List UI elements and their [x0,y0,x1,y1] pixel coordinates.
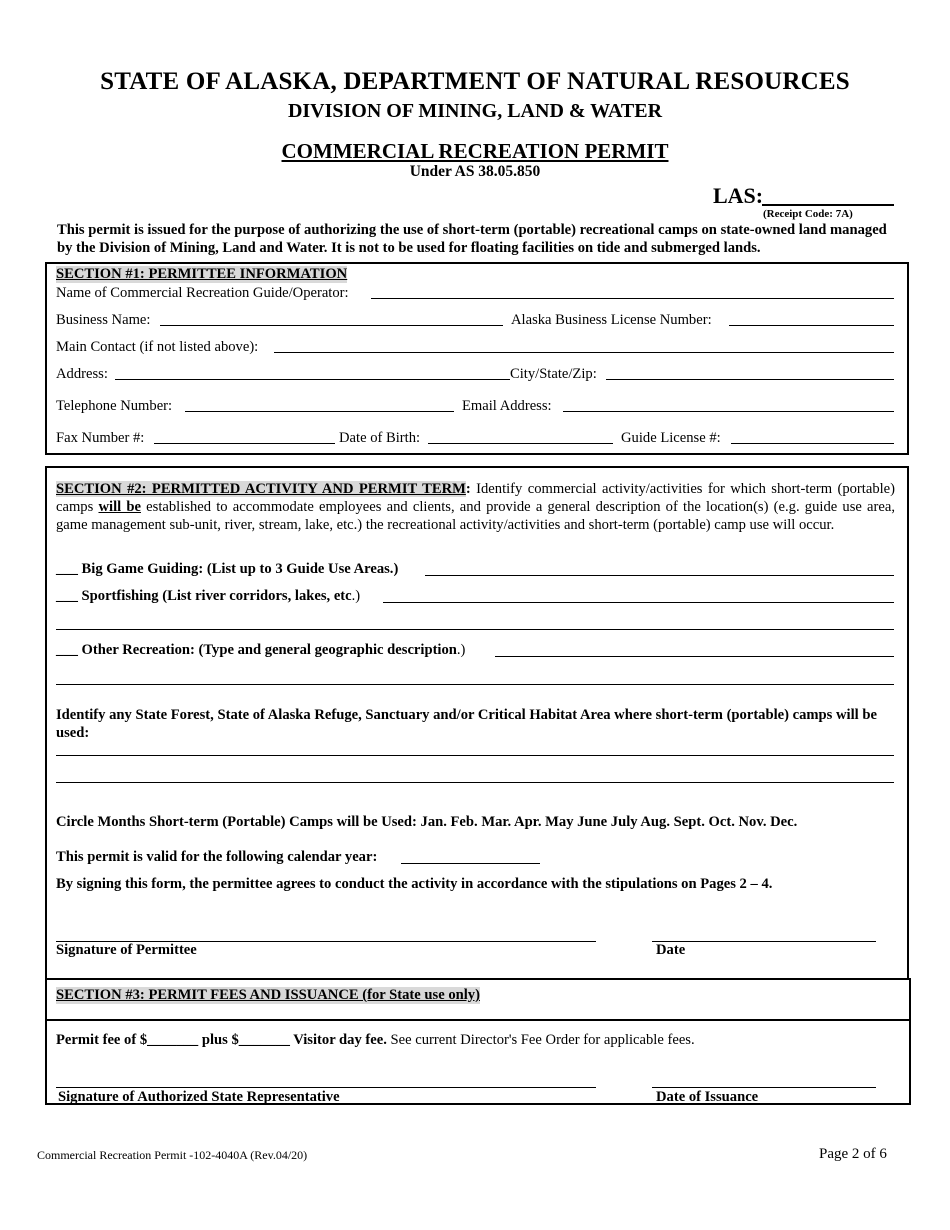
main-contact-field[interactable] [274,352,894,353]
agreement-text: By signing this form, the permittee agrees to conduct the activity in accordance with the stipulations on Pages 2 – 4. [56,876,773,892]
other-recreation-field-2[interactable] [56,684,894,685]
sportfishing-label-end: .) [351,588,361,604]
address-label: Address: [56,366,108,382]
guide-name-label: Name of Commercial Recreation Guide/Operator: [56,285,349,301]
issuance-date-field[interactable] [652,1087,876,1088]
big-game-field[interactable] [425,575,894,576]
business-name-field[interactable] [160,325,503,326]
business-name-label: Business Name: [56,312,151,328]
section2-title: SECTION #2: PERMITTED ACTIVITY AND PERMIT TERM [56,481,466,497]
other-recreation-label: Other Recreation: ( [81,642,204,658]
fee-order-note: See current Director's Fee Order for applicable fees. [386,1032,695,1048]
permit-fee-row [56,1032,695,1049]
form-title: COMMERCIAL RECREATION PERMIT [281,139,669,163]
section2-intro [56,480,895,534]
other-recreation-check-blank[interactable]: ___ [56,642,78,658]
section2-will-be: will be [98,499,141,515]
receipt-code: (Receipt Code: 7A) [763,208,853,220]
section1-title: SECTION #1: PERMITTEE INFORMATION [56,266,348,282]
refuge-question: Identify any State Forest, State of Alaska Refuge, Sanctuary and/or Critical Habitat Area where short-term (portable) camps will be used: [56,707,877,741]
dob-field[interactable] [428,443,613,444]
section3-title: SECTION #3: PERMIT FEES AND ISSUANCE (for State use only) [56,987,480,1003]
statute-reference: Under AS 38.05.850 [409,163,541,180]
dob-label: Date of Birth: [339,430,421,446]
guide-license-label: Guide License #: [621,430,721,446]
state-rep-signature-label: Signature of Authorized State Representative [58,1089,340,1105]
guide-license-field[interactable] [731,443,894,444]
permit-fee-text: Permit fee of $_______ plus $_______ Visitor day fee. [56,1032,387,1048]
calendar-year-label: This permit is valid for the following calendar year: [56,849,378,865]
telephone-label: Telephone Number: [56,398,173,414]
guide-name-field[interactable] [371,298,894,299]
other-recreation-label-end: .) [456,642,466,658]
section2-title-colon: : [465,481,471,497]
telephone-field[interactable] [185,411,454,412]
las-label: LAS: [713,183,764,208]
state-rep-signature-field[interactable] [56,1087,596,1088]
sportfishing-row [56,588,360,605]
address-field[interactable] [115,379,510,380]
city-state-zip-field[interactable] [606,379,894,380]
business-license-label: Alaska Business License Number: [511,312,712,328]
other-recreation-field[interactable] [495,656,894,657]
permittee-date-field[interactable] [652,941,876,942]
agency-heading: STATE OF ALASKA, DEPARTMENT OF NATURAL RESOURCES [100,68,850,95]
months-prompt: Circle Months Short-term (Portable) Camps will be Used: Jan. Feb. Mar. Apr. May June July Aug. Sept. Oct. Nov. Dec. [56,814,798,830]
section2-intro-text-a: Identify commercial activity/activities for which short-term (portable) camps [56,481,896,515]
email-label: Email Address: [462,398,552,414]
division-heading: DIVISION OF MINING, LAND & WATER [287,100,663,122]
form-id: Commercial Recreation Permit -102-4040A (Rev.04/20) [37,1148,308,1162]
other-recreation-row [56,642,465,659]
main-contact-label: Main Contact (if not listed above): [56,339,259,355]
fax-label: Fax Number #: [56,430,145,446]
sportfishing-check-blank[interactable]: ___ [56,588,78,604]
fax-field[interactable] [154,443,335,444]
big-game-check-blank[interactable]: ___ [56,561,78,577]
permit-intro: This permit is issued for the purpose of authorizing the use of short-term (portable) recreational camps on state-owned land managed by the Division of Mining, Land and Water. It is not to be used for floating facilities on tide and submerged lands. [57,222,887,256]
refuge-field-1[interactable] [56,755,894,756]
refuge-field-2[interactable] [56,782,894,783]
other-recreation-label-mid: Type and general geographic description [203,642,457,658]
email-field[interactable] [563,411,894,412]
sportfishing-field[interactable] [383,602,894,603]
business-license-field[interactable] [729,325,894,326]
permittee-signature-label: Signature of Permittee [56,942,197,958]
big-game-row [56,561,398,578]
page-number: Page 2 of 6 [819,1146,887,1162]
las-number-field[interactable] [762,204,894,206]
city-state-zip-label: City/State/Zip: [510,366,597,382]
big-game-label: Big Game Guiding: (List up to 3 Guide Use Areas.) [81,561,399,577]
issuance-date-label: Date of Issuance [656,1089,759,1105]
sportfishing-field-2[interactable] [56,629,894,630]
calendar-year-field[interactable] [401,863,540,864]
section2-intro-text-b: established to accommodate employees and clients, and provide a general description of the location(s) (e.g. guide use area, game management sub-unit, river, stream, lake, etc.) the recreational activity/activities and short-term (portable) camp use will occur. [56,499,895,533]
permittee-date-label: Date [656,942,686,958]
sportfishing-label: Sportfishing (List river corridors, lakes, etc [81,588,352,604]
